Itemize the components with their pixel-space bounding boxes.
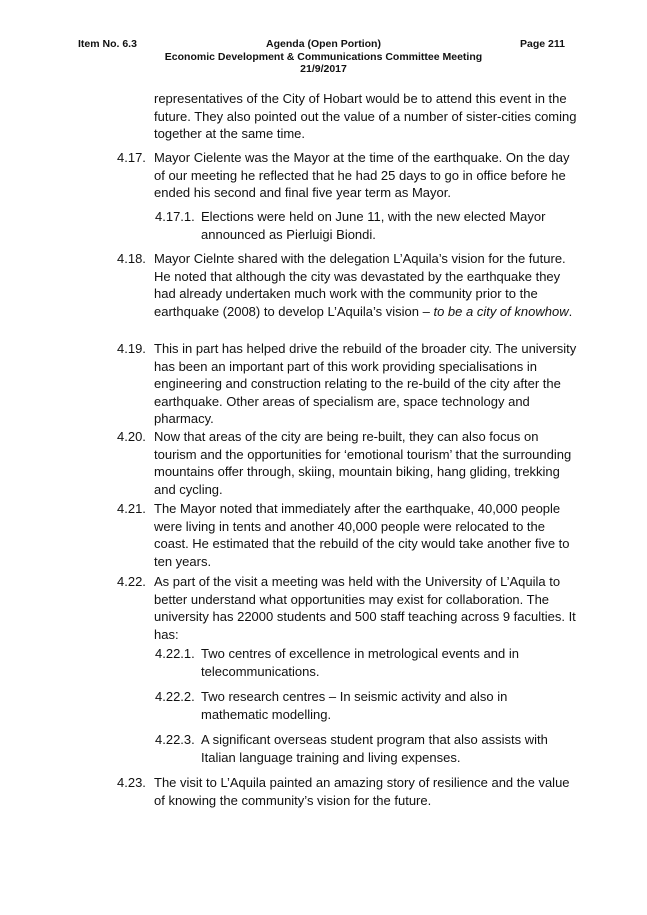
intro-paragraph: representatives of the City of Hobart would be to attend this event in the future. They also pointed out the value of a number of sister-cities coming together at the same time. [154, 91, 577, 141]
paragraph-number: 4.21. [117, 501, 146, 516]
paragraph-text: As part of the visit a meeting was held with the University of L’Aquila to better understand what opportunities may exist for collaboration. The university has 22000 students and 500 staff teaching across 9 faculties. It has: [154, 574, 576, 642]
paragraph-text: The Mayor noted that immediately after the earthquake, 40,000 people were living in tents and another 40,000 people were relocated to the coast. He estimated that the rebuild of the city would take another five to ten years. [154, 501, 570, 569]
paragraph-body: Mayor Cielnte shared with the delegation L’Aquila’s vision for the future. He noted that although the city was devastated by the earthquake they had already undertaken much work with the community prior to the earthquake (2008) to develop L’Aquila’s vision – [154, 251, 566, 319]
paragraph-number: 4.22.1. [155, 646, 195, 661]
paragraph-number: 4.20. [117, 429, 146, 444]
vision-statement: to be a city of knowhow [433, 303, 569, 319]
paragraph-text: Two centres of excellence in metrological events and in telecommunications. [201, 646, 519, 679]
page-number: Page 211 [520, 38, 565, 50]
paragraph-4-22 [117, 573, 577, 643]
paragraph-number: 4.22. [117, 574, 146, 589]
paragraph-4-19 [117, 340, 577, 428]
paragraph-4-18 [117, 250, 577, 320]
paragraph-number: 4.19. [117, 341, 146, 356]
paragraph-number: 4.23. [117, 775, 146, 790]
paragraph-text: The visit to L’Aquila painted an amazing story of resilience and the value of knowing the community’s vision for the future. [154, 775, 570, 808]
paragraph-4-20 [117, 428, 577, 498]
paragraph-text: Two research centres – In seismic activity and also in mathematic modelling. [201, 689, 508, 722]
meeting-date: 21/9/2017 [300, 63, 347, 75]
paragraph-text: Elections were held on June 11, with the new elected Mayor announced as Pierluigi Biondi. [201, 209, 546, 242]
paragraph-text: A significant overseas student program that also assists with Italian language training and living expenses. [201, 732, 548, 765]
agenda-title: Agenda (Open Portion) [266, 38, 381, 50]
paragraph-text: This in part has helped drive the rebuild of the broader city. The university has been an important part of this work providing specialisations in engineering and construction relating to the re-build of the city after the earthquake. Other areas of specialism are, space technology and pharmacy. [154, 341, 577, 426]
paragraph-4-22-3 [155, 731, 577, 766]
paragraph-4-22-2 [155, 688, 577, 723]
paragraph-number: 4.17.1. [155, 209, 195, 224]
paragraph-4-17-1 [155, 208, 577, 243]
paragraph-4-22-1 [155, 645, 577, 680]
paragraph-text: Now that areas of the city are being re-built, they can also focus on tourism and the opportunities for ‘emotional tourism’ that the surrounding mountains offer through, skiing, mountain biking, hang gliding, trekking and cycling. [154, 429, 572, 497]
paragraph-number: 4.22.3. [155, 732, 195, 747]
paragraph-text [117, 250, 577, 320]
item-number: Item No. 6.3 [78, 38, 137, 50]
paragraph-4-17 [117, 149, 577, 202]
paragraph-number: 4.22.2. [155, 689, 195, 704]
paragraph-text: Mayor Cielente was the Mayor at the time of the earthquake. On the day of our meeting he reflected that he had 25 days to go in office before he ended his second and final five year term as Mayor. [154, 150, 570, 200]
committee-title: Economic Development & Communications Committee Meeting [164, 50, 483, 63]
paragraph-end: . [568, 303, 573, 319]
paragraph-number: 4.18. [117, 251, 146, 266]
paragraph-number: 4.17. [117, 150, 146, 165]
paragraph-4-21 [117, 500, 577, 570]
paragraph-4-23 [117, 774, 577, 809]
